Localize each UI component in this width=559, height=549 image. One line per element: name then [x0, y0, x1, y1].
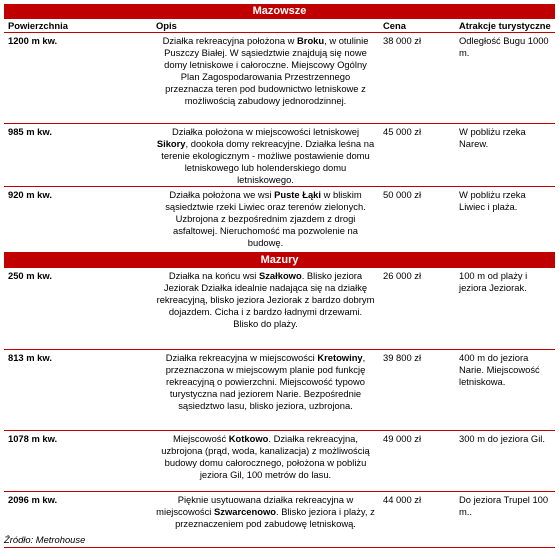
cell-price: 44 000 zł	[379, 491, 455, 547]
cell-price: 49 000 zł	[379, 430, 455, 491]
section-title: Mazury	[4, 253, 555, 269]
location-name: Szałkowo	[258, 270, 302, 281]
cell-area: 813 m kw.	[4, 349, 152, 430]
column-header-price: Cena	[379, 19, 455, 33]
table-row	[4, 349, 555, 430]
table-row	[4, 491, 555, 547]
cell-attractions: 300 m do jeziora Gil.	[455, 430, 555, 491]
cell-price: 26 000 zł	[379, 268, 455, 349]
cell-description: Działka rekreacyjna w miejscowości Kretowiny, przeznaczona w miejscowym planie pod funkcję rekreacyjną o powierzchni. Miejscowość typowo turystyczna nad jeziorem Narie. Bezpośrednie sąsiedztwo lasu, blisko jeziora, uzbrojona.	[152, 349, 379, 430]
table-row	[4, 33, 555, 124]
cell-description: Pięknie usytuowana działka rekreacyjna w miejscowości Szwarcenowo. Blisko jeziora i plaży, z przeznaczeniem pod zabudowę letniskową.	[152, 491, 379, 547]
cell-attractions: 100 m od plaży i jeziora Jeziorak.	[455, 268, 555, 349]
cell-attractions: 400 m do jeziora Narie. Miejscowość letniskowa.	[455, 349, 555, 430]
location-name: Kotkowo	[228, 432, 269, 444]
cell-price: 50 000 zł	[379, 187, 455, 253]
location-name: Broku	[297, 35, 325, 46]
location-name: Sikory	[156, 138, 186, 149]
table-row	[4, 268, 555, 349]
listing-table	[4, 4, 555, 548]
cell-attractions: Odległość Bugu 1000 m.	[455, 33, 555, 124]
location-name: Kretowiny	[317, 351, 363, 363]
cell-description: Działka na końcu wsi Szałkowo. Blisko jeziora Jeziorak Działka idealnie nadająca się na działkę rekreacyjną, blisko jeziora Jeziorak z bardzo dobrym dojazdem. Cicha i z bardzo ładnymi drzewami. Blisko do plaży.	[152, 268, 379, 349]
location-name: Szwarcenowo	[214, 505, 276, 517]
cell-attractions: Do jeziora Trupel 100 m..	[455, 491, 555, 547]
cell-description: Działka położona we wsi Puste Łąki w bliskim sąsiedztwie rzeki Liwiec oraz terenów zielonych. Uzbrojona z bezpośrednim zjazdem z drogi asfaltowej. Nieruchomość ma pozwolenie na budowę.	[152, 187, 379, 253]
table-row	[4, 430, 555, 491]
cell-area: 2096 m kw.	[4, 491, 152, 547]
column-header-attractions: Atrakcje turystyczne	[455, 19, 555, 33]
column-header-area: Powierzchnia	[4, 19, 152, 33]
listing-table-wrapper	[4, 4, 555, 548]
location-name: Puste Łąki	[274, 189, 321, 200]
cell-price: 45 000 zł	[379, 124, 455, 187]
source-note: Źródło: Metrohouse	[4, 534, 86, 545]
table-row	[4, 187, 555, 253]
cell-price: 38 000 zł	[379, 33, 455, 124]
table-row	[4, 124, 555, 187]
section-title: Mazowsze	[4, 4, 555, 19]
cell-area: 250 m kw.	[4, 268, 152, 349]
cell-description: Miejscowość Kotkowo. Działka rekreacyjna, uzbrojona (prąd, woda, kanalizacja) z możliwością budowy domu całorocznego, położona w pobliżu jeziora Gil, 100 metrów do lasu.	[152, 430, 379, 491]
cell-area: 920 m kw.	[4, 187, 152, 253]
cell-area: 1078 m kw.	[4, 430, 152, 491]
column-header-row	[4, 19, 555, 33]
listing-table-body	[4, 4, 555, 547]
section-header-mazowsze	[4, 4, 555, 19]
cell-price: 39 800 zł	[379, 349, 455, 430]
cell-attractions: W pobliżu rzeka Liwiec i plaża.	[455, 187, 555, 253]
cell-area: 1200 m kw.	[4, 33, 152, 124]
cell-area: 985 m kw.	[4, 124, 152, 187]
section-header-mazury	[4, 253, 555, 269]
cell-description: Działka położona w miejscowości letniskowej Sikory, dookoła domy rekreacyjne. Działka leśna na terenie ekologicznym - możliwe postawienie domu letniskowego lub holenderskiego domu letniskowego.	[152, 124, 379, 187]
cell-description: Działka rekreacyjna położona w Broku, w otulinie Puszczy Białej. W sąsiedztwie znajdują się nowe domy letniskowe i całoroczne. Miejscowy Ogólny Plan Zagospodarowania Przestrzennego przeznacza teren pod budownictwo letniskowe z możliwością zabudowy jednorodzinnej.	[152, 33, 379, 124]
column-header-desc: Opis	[152, 19, 379, 33]
cell-attractions: W pobliżu rzeka Narew.	[455, 124, 555, 187]
